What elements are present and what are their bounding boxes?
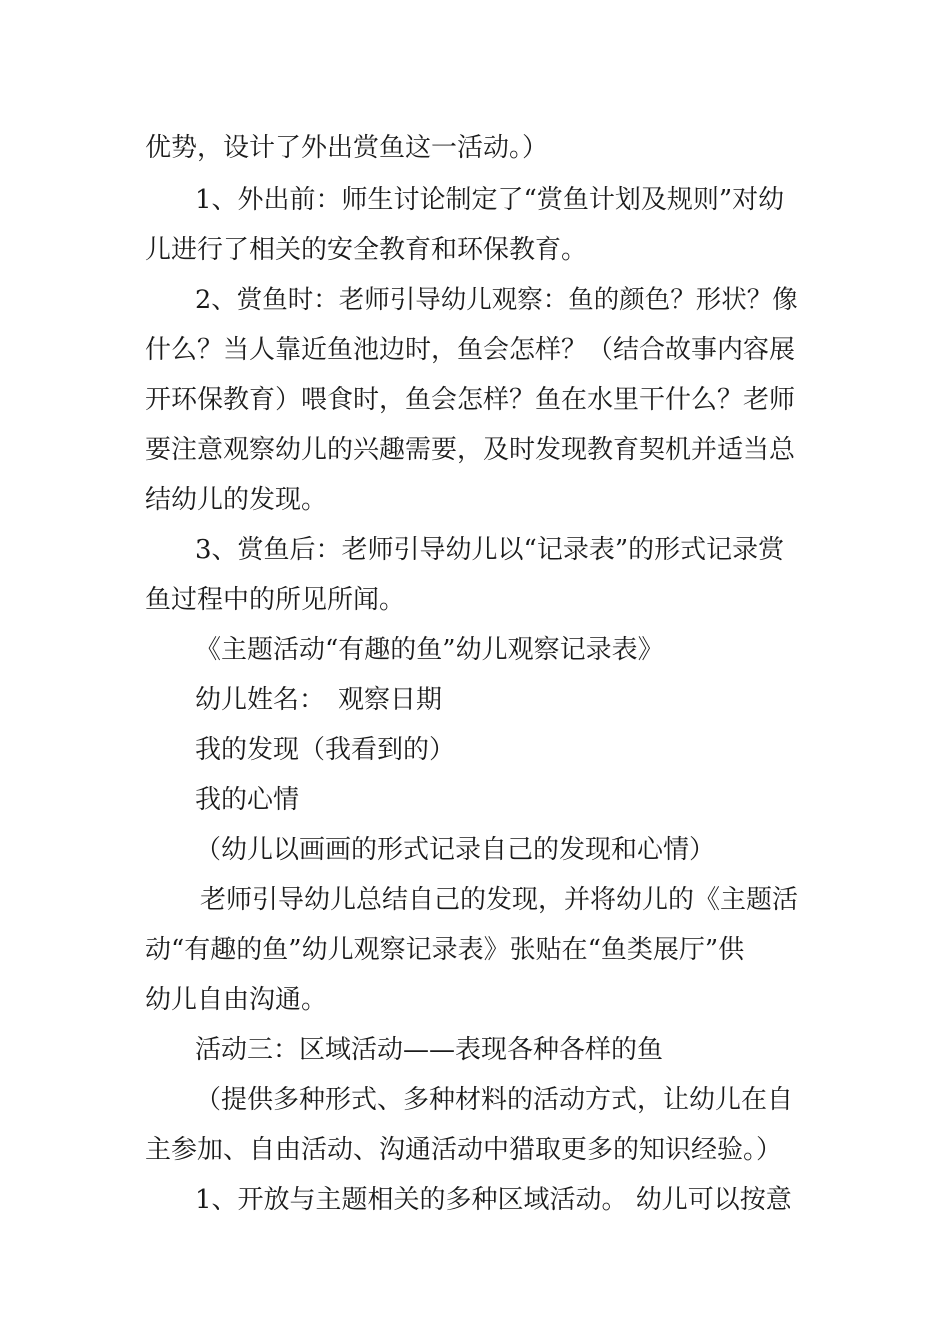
paragraph-line: 开环保教育）喂食时，鱼会怎样？鱼在水里干什么？老师 [145, 385, 796, 415]
form-title: 《主题活动“有趣的鱼”幼儿观察记录表》 [195, 635, 664, 665]
paragraph-line: 2、赏鱼时：老师引导幼儿观察：鱼的颜色？形状？像 [195, 285, 798, 315]
paragraph-line: 老师引导幼儿总结自己的发现，并将幼儿的《主题活 [200, 885, 799, 915]
form-field: 幼儿姓名： 观察日期 [195, 685, 443, 715]
paragraph-line: 鱼过程中的所见所闻。 [145, 585, 406, 615]
paragraph-line: （提供多种形式、多种材料的活动方式，让幼儿在自 [195, 1085, 794, 1115]
paragraph-line: 3、赏鱼后：老师引导幼儿以“记录表”的形式记录赏 [195, 535, 785, 565]
form-field: 我的心情 [195, 785, 300, 815]
form-field: 我的发现（我看到的） [195, 735, 456, 765]
paragraph-line: 什么？当人靠近鱼池边时，鱼会怎样？（结合故事内容展 [145, 335, 796, 365]
paragraph-line: 要注意观察幼儿的兴趣需要，及时发现教育契机并适当总 [145, 435, 796, 465]
section-heading: 活动三：区域活动——表现各种各样的鱼 [195, 1035, 664, 1065]
paragraph-line: 幼儿自由沟通。 [145, 985, 328, 1015]
paragraph-line: 主参加、自由活动、沟通活动中猎取更多的知识经验。） [145, 1135, 783, 1165]
paragraph-line: 优势，设计了外出赏鱼这一活动。） [145, 133, 549, 163]
paragraph-line: 1、开放与主题相关的多种区域活动。 幼儿可以按意 [195, 1185, 792, 1215]
paragraph-line: 动“有趣的鱼”幼儿观察记录表》张贴在“鱼类展厅”供 [145, 935, 745, 965]
paragraph-line: 儿进行了相关的安全教育和环保教育。 [145, 235, 588, 265]
paragraph-line: 结幼儿的发现。 [145, 485, 328, 515]
paragraph-line: （幼儿以画画的形式记录自己的发现和心情） [195, 835, 716, 865]
paragraph-line: 1、外出前：师生讨论制定了“赏鱼计划及规则”对幼 [195, 185, 785, 215]
